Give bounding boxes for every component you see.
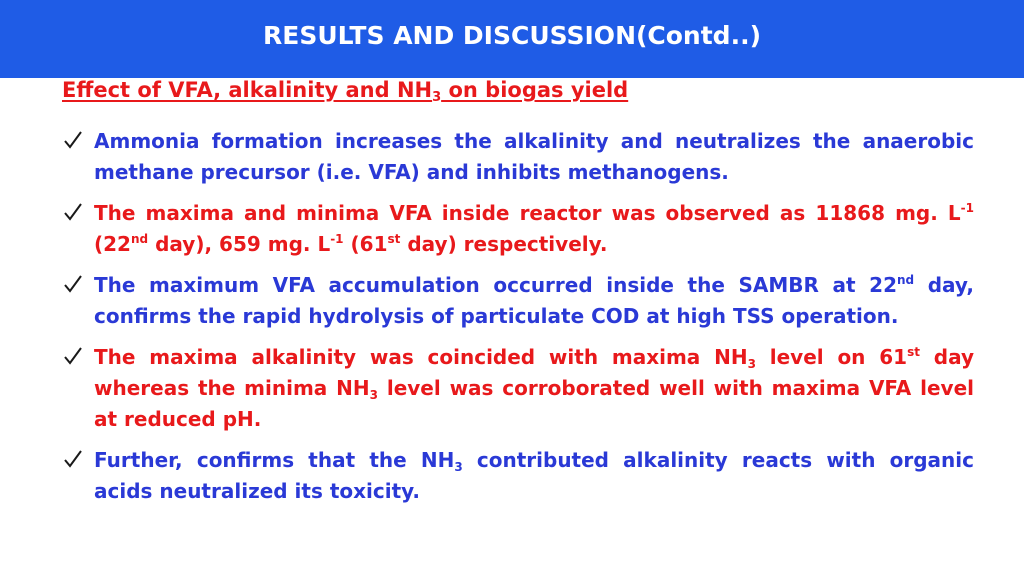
bullet-text: level on 61 [755, 345, 908, 369]
superscript: st [907, 345, 920, 359]
section-subtitle [62, 78, 629, 105]
bullet-text: The maxima alkalinity was coincided with maxima NH [94, 345, 748, 369]
subscript: 3 [747, 357, 756, 371]
bullet-text: (22 [94, 232, 131, 256]
superscript: -1 [330, 232, 344, 246]
checkmark-icon [62, 127, 84, 153]
slide-title: RESULTS AND DISCUSSION(Contd..) [263, 20, 761, 50]
bullet-text: level was corroborated well with maxima VFA level at reduced pH. [94, 376, 975, 431]
subscript: 3 [454, 460, 463, 474]
subscript: 3 [369, 388, 378, 402]
subtitle-text-1: Effect of VFA, alkalinity and NH [62, 78, 433, 102]
bullet-max-alkalinity [62, 342, 974, 435]
superscript: st [387, 232, 401, 246]
bullet-list [62, 126, 974, 517]
checkmark-icon [62, 343, 84, 369]
bullet-text: Further, confirms that the NH [94, 448, 455, 472]
bullet-vfa-maxima-minima [62, 198, 974, 260]
bullet-text: (61 [343, 232, 388, 256]
bullet-max-vfa-accumulation [62, 270, 974, 332]
superscript: -1 [960, 201, 974, 215]
superscript: nd [896, 273, 915, 287]
bullet-text: contributed alkalinity reacts with organic acids neutralized its toxicity. [94, 448, 975, 503]
subtitle-text-2: on biogas yield [441, 78, 629, 102]
bullet-text: day, confirms the rapid hydrolysis of particulate COD at high TSS operation. [94, 273, 974, 328]
subtitle-subscript: 3 [432, 90, 442, 105]
bullet-nh3-alkalinity [62, 445, 974, 507]
bullet-text: Ammonia formation increases the alkalinity and neutralizes the anaerobic methane precursor (i.e. VFA) and inhibits methanogens. [94, 129, 974, 184]
checkmark-icon [62, 446, 84, 472]
superscript: nd [130, 232, 149, 246]
bullet-text: day), 659 mg. L [148, 232, 331, 256]
checkmark-icon [62, 271, 84, 297]
checkmark-icon [62, 199, 84, 225]
title-bar [0, 0, 1024, 78]
bullet-ammonia-formation [62, 126, 974, 188]
bullet-text: day) respectively. [400, 232, 608, 256]
bullet-text: The maxima and minima VFA inside reactor was observed as 11868 mg. L [94, 201, 961, 225]
bullet-text: day whereas the minima NH [94, 345, 974, 400]
bullet-text: The maximum VFA accumulation occurred inside the SAMBR at 22 [94, 273, 897, 297]
